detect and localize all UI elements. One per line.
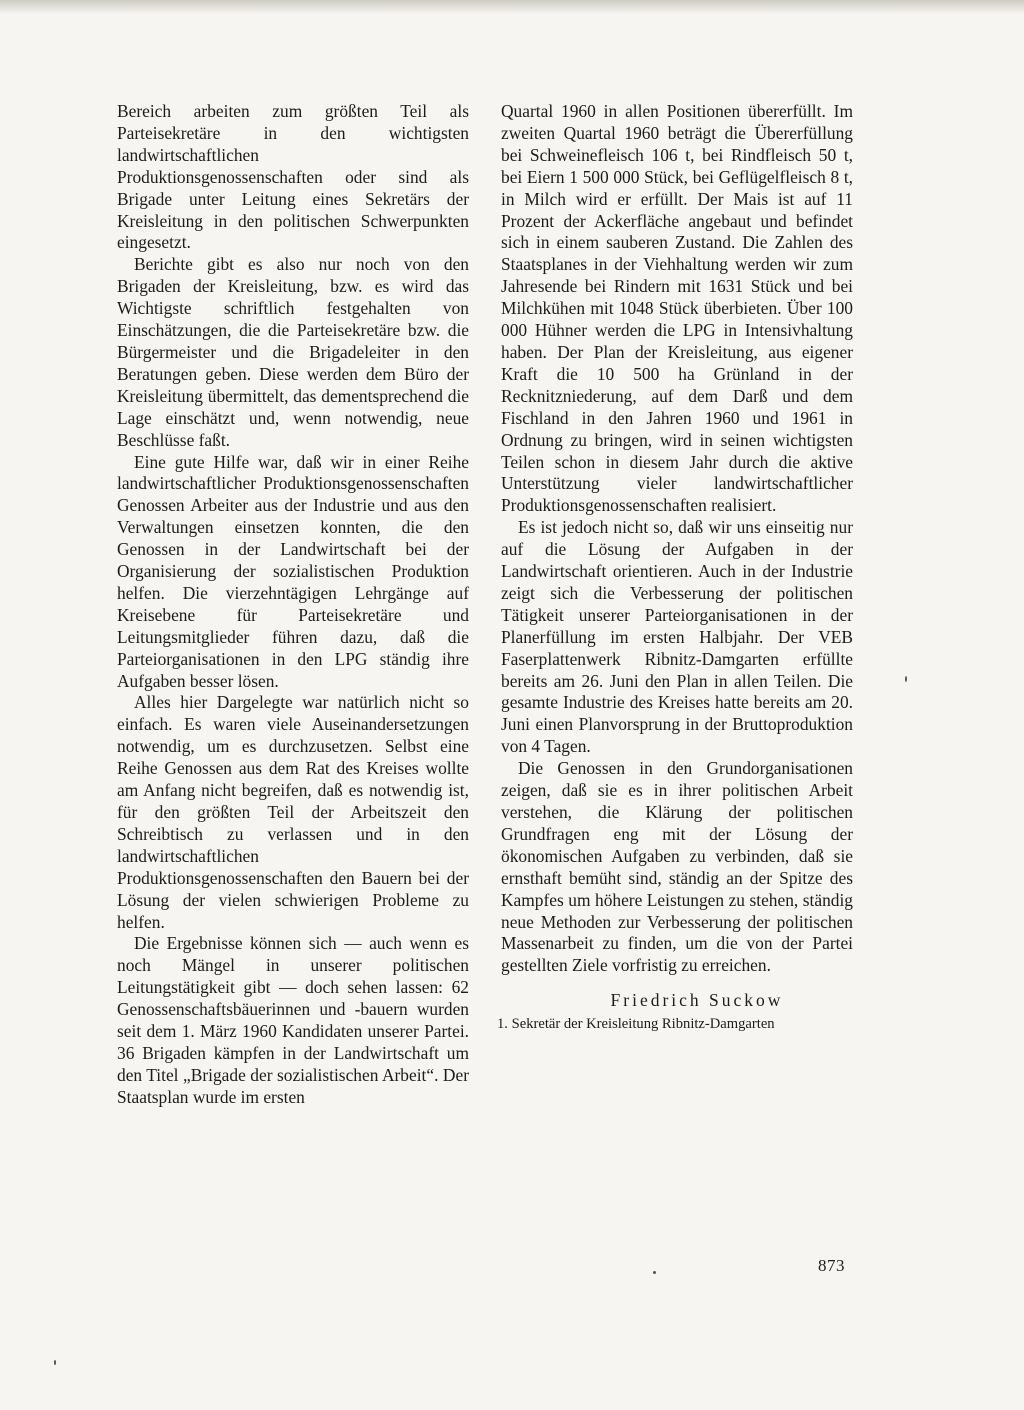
signature-block: [497, 990, 853, 1034]
author-name: Friedrich Suckow: [610, 990, 784, 1011]
paragraph: Alles hier Dargelegte war natürlich nicht so einfach. Es waren viele Auseinandersetzungen notwendig, um es durchzusetzen. Selbst eine Reihe Genossen aus dem Rat des Kreises wollte am Anfang nicht begreifen, daß es notwendig ist, für den größten Teil der Arbeitszeit den Schreibtisch zu verlassen und in den landwirtschaftlichen Produktionsgenossenschaften den Bauern bei der Lösung der vielen schwierigen Probleme zu helfen.: [117, 692, 469, 932]
left-column: [117, 101, 469, 1109]
page-number: 873: [818, 1256, 845, 1275]
author-title: 1. Sekretär der Kreisleitung Ribnitz-Damgarten: [497, 1016, 775, 1033]
paragraph: Es ist jedoch nicht so, daß wir uns einseitig nur auf die Lösung der Aufgaben in der Landwirtschaft orientieren. Auch in der Industrie zeigt sich die Verbesserung der politischen Tätigkeit unserer Parteiorganisationen in der Planerfüllung im ersten Halbjahr. Der VEB Faserplattenwerk Ribnitz-Damgarten erfüllte bereits am 26. Juni den Plan in allen Teilen. Die gesamte Industrie des Kreises hatte bereits am 20. Juni einen Planvorsprung in der Bruttoproduktion von 4 Tagen.: [501, 517, 853, 757]
scan-speck: [905, 676, 907, 682]
scan-speck: [54, 1360, 56, 1365]
paragraph: Die Ergebnisse können sich — auch wenn es noch Mängel in unserer politischen Leitungstätigkeit gibt — doch sehen lassen: 62 Genossenschaftsbäuerinnen und -bauern wurden seit dem 1. März 1960 Kandidaten unserer Partei. 36 Brigaden kämpfen in der Landwirtschaft um den Titel „Brigade der sozialistischen Arbeit“. Der Staatsplan wurde im ersten: [117, 933, 469, 1107]
paragraph: Die Genossen in den Grundorganisationen zeigen, daß sie es in ihrer politischen Arbeit verstehen, die Klärung der politischen Grundfragen eng mit der Lösung der ökonomischen Aufgaben zu verbinden, daß sie ernsthaft bemüht sind, ständig an der Spitze des Kampfes um höhere Leistungen zu stehen, ständig neue Methoden zur Verbesserung der politischen Massenarbeit zu finden, um die von der Partei gestellten Ziele vorfristig zu erreichen.: [501, 758, 853, 976]
paragraph: Quartal 1960 in allen Positionen übererfüllt. Im zweiten Quartal 1960 beträgt die Übererfüllung bei Schweinefleisch 106 t, bei Rindfleisch 50 t, bei Eiern 1 500 000 Stück, bei Geflügelfleisch 8 t, in Milch wird er erfüllt. Der Mais ist auf 11 Prozent der Ackerfläche angebaut und befindet sich in einem sauberen Zustand. Die Zahlen des Staatsplanes in der Viehhaltung werden wir zum Jahresende bei Rindern mit 1631 Stück und bei Milchkühen mit 1048 Stück überbieten. Über 100 000 Hühner werden die LPG in Intensivhaltung haben. Der Plan der Kreisleitung, aus eigener Kraft die 10 500 ha Grünland in der Recknitzniederung, auf dem Darß und dem Fischland in den Jahren 1960 und 1961 in Ordnung zu bringen, wird in seinen wichtigsten Teilen schon in diesem Jahr durch die aktive Unterstützung vieler landwirtschaftlicher Produktionsgenossenschaften realisiert.: [501, 101, 853, 516]
paragraph: Berichte gibt es also nur noch von den Brigaden der Kreisleitung, bzw. es wird das Wichtigste schriftlich festgehalten von Einschätzungen, die die Parteisekretäre bzw. die Bürgermeister und die Brigadeleiter in den Beratungen geben. Diese werden dem Büro der Kreisleitung übermittelt, das dementsprechend die Lage einschätzt und, wenn notwendig, neue Beschlüsse faßt.: [117, 254, 469, 450]
right-column: [497, 101, 853, 1034]
paragraph: Bereich arbeiten zum größten Teil als Parteisekretäre in den wichtigsten landwirtschaftlichen Produktionsgenossenschaften oder sind als Brigade unter Leitung eines Sekretärs der Kreisleitung in den politischen Schwerpunkten eingesetzt.: [117, 101, 469, 253]
paragraph: Eine gute Hilfe war, daß wir in einer Reihe landwirtschaftlicher Produktionsgenossenschaften Genossen Arbeiter aus der Industrie und aus den Verwaltungen einsetzen konnten, die den Genossen in der Landwirtschaft bei der Organisierung der sozialistischen Produktion helfen. Die vierzehntägigen Lehrgänge auf Kreisebene für Parteisekretäre und Leitungsmitglieder führen dazu, daß die Parteiorganisationen in den LPG ständig ihre Aufgaben besser lösen.: [117, 451, 469, 691]
scan-speck: [653, 1271, 656, 1274]
scan-edge-shadow: [0, 0, 1024, 14]
